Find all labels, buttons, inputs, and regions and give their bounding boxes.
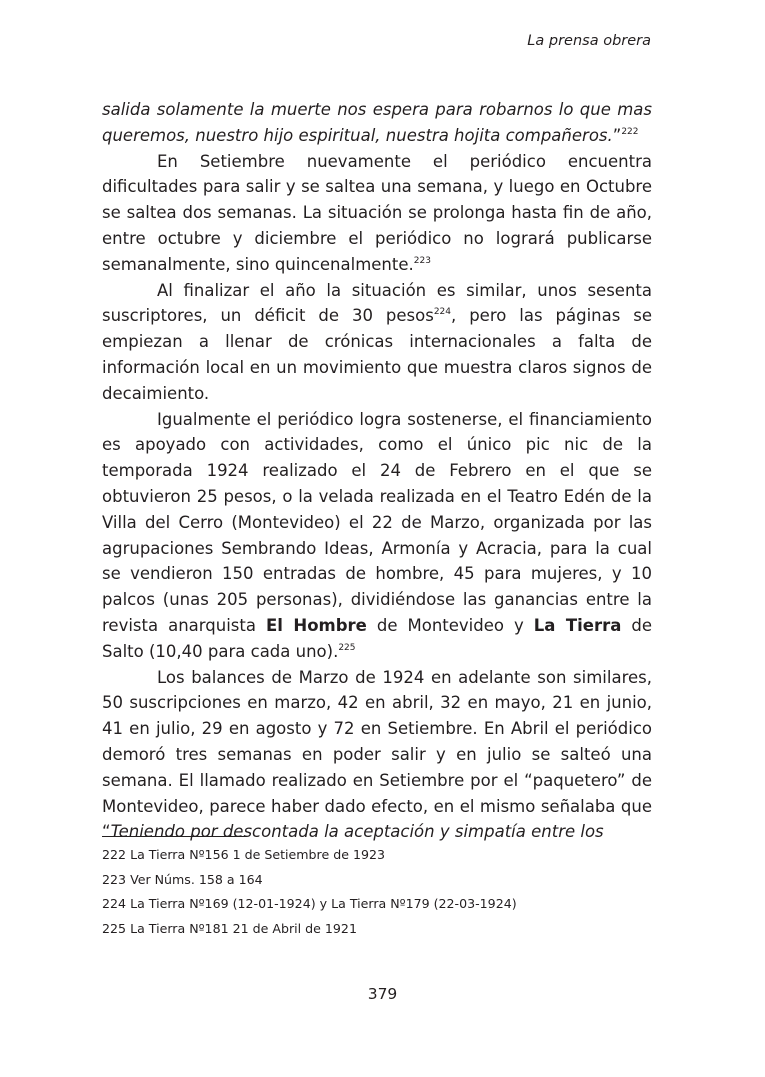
- main-text: [102, 97, 652, 845]
- quote-text: salida solamente la muerte nos espera para robarnos lo que mas queremos, nuestro hijo espiritual, nuestra hojita compañeros.: [102, 100, 652, 145]
- closing-quote-mark: ”: [612, 125, 622, 145]
- footnote-ref-225[interactable]: 225: [338, 642, 356, 653]
- paragraph-financiamiento: [102, 407, 652, 665]
- footnote-text: La Tierra Nº156 1 de Setiembre de 1923: [130, 847, 385, 862]
- footnote-text: La Tierra Nº181 21 de Abril de 1921: [130, 920, 357, 936]
- paragraph-text: de Montevideo y: [376, 615, 524, 635]
- footnote-ref-224[interactable]: 224: [433, 307, 452, 318]
- publication-el-hombre: El Hombre: [265, 615, 367, 635]
- footnote-separator: [102, 836, 246, 837]
- footnote-number: 222: [102, 847, 127, 862]
- footnote-number: 224: [102, 896, 127, 911]
- footnote-225: [102, 917, 662, 942]
- quote-text: Teniendo por descontada la aceptación y simpatía entre los: [110, 822, 604, 842]
- paragraph-fin-de-ano: [102, 278, 652, 407]
- footnote-number: 225: [102, 920, 127, 936]
- paragraph-text: En Setiembre nuevamente el periódico encuentra dificultades para salir y se saltea una semana, y luego en Octubre se saltea dos semanas. La situación se prolonga hasta fin de año, entre octubre y diciembre el periódico no logrará publicarse semanalmente, sino quincenalmente.: [102, 151, 652, 274]
- footnotes: [102, 843, 662, 941]
- paragraph-setiembre: [102, 149, 652, 278]
- running-header: La prensa obrera: [527, 33, 651, 49]
- footnote-number: 223: [102, 871, 127, 887]
- footnote-224: [102, 892, 662, 917]
- paragraph-text: Igualmente el periódico logra sostenerse, el financiamiento es apoyado con actividades, como el único pic nic de la temporada 1924 realizado el 24 de Febrero en el que se obtuvieron 25 pesos, o la velada realizada en el Teatro Edén de la Villa del Cerro (Montevideo) el 22 de Marzo, organizada por las agrupaciones Sembrando Ideas, Armonía y Acracia, para la cual se vendieron 150 entradas de hombre, 45 para mujeres, y 10 palcos (unas 205 personas), dividiéndose las ganancias entre la revista anarquista: [102, 409, 652, 635]
- footnote-text: Ver Núms. 158 a 164: [130, 871, 263, 887]
- paragraph-text: Los balances de Marzo de 1924 en adelante son similares, 50 suscripciones en marzo, 42 en abril, 32 en mayo, 21 en junio, 41 en julio, 29 en agosto y 72 en Setiembre. En Abril el periódico demoró tres semanas en poder salir y en julio se salteó una semana. El llamado realizado en Setiembre por el “paquetero” de Montevideo, parece haber dado efecto, en el mismo señalaba que “: [102, 667, 652, 842]
- paragraph-text: , pero las páginas se empiezan a llenar de crónicas internacionales a falta de información local en un movimiento que muestra claros signos de decaimiento.: [102, 306, 652, 403]
- paragraph-balances: [102, 665, 652, 846]
- page-number: 379: [367, 985, 398, 1003]
- footnote-223: [102, 868, 662, 893]
- paragraph-continued-quote: [102, 97, 652, 149]
- footnote-ref-223[interactable]: 223: [413, 255, 431, 266]
- publication-la-tierra: La Tierra: [533, 615, 622, 635]
- paragraph-text: de Salto (10,40 para cada uno).: [102, 615, 653, 661]
- footnote-text: La Tierra Nº169 (12-01-1924) y La Tierra Nº179 (22-03-1924): [130, 896, 517, 911]
- footnote-ref-222[interactable]: 222: [621, 126, 639, 137]
- footnote-222: [102, 843, 662, 868]
- paragraph-text: Al finalizar el año la situación es similar, unos sesenta suscriptores, un déficit de 30 pesos: [102, 280, 652, 326]
